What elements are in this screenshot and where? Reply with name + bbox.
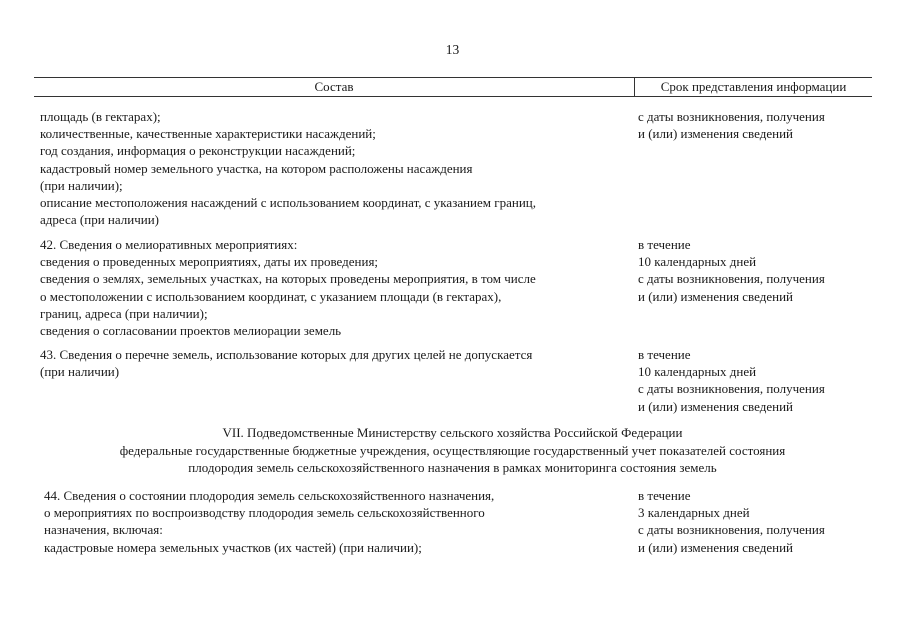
text-line: и (или) изменения сведений (638, 126, 793, 142)
row-deadline (638, 236, 888, 305)
text-line: описание местоположения насаждений с использованием координат, с указанием границ, (40, 194, 536, 210)
text-line: в течение (638, 488, 691, 503)
text-line: 44. Сведения о состоянии плодородия земель сельскохозяйственного назначения, (44, 488, 495, 503)
table-header (34, 77, 872, 97)
text-line: в течение (638, 237, 691, 252)
text-line: адреса (при наличии) (40, 212, 159, 228)
text-line: и (или) изменения сведений (638, 398, 793, 414)
text-line: сведения о согласовании проектов мелиорации земель (40, 322, 342, 338)
row-composition (40, 236, 630, 339)
row-deadline (638, 108, 888, 142)
text-line: сведения о землях, земельных участках, на которых проведены мероприятия, в том числе (40, 271, 536, 287)
text-line: кадастровые номера земельных участков (их частей) (при наличии); (44, 539, 422, 555)
text-line: 3 календарных дней (638, 505, 750, 521)
text-line: площадь (в гектарах); (40, 109, 161, 124)
text-line: сведения о проведенных мероприятиях, даты их проведения; (40, 254, 379, 270)
section-heading-line: плодородия земель сельскохозяйственного назначения в рамках мониторинга состояния земель (188, 460, 717, 475)
row-composition (44, 487, 634, 556)
text-line: о мероприятиях по воспроизводству плодородия земель сельскохозяйственного (44, 505, 485, 521)
text-line: год создания, информация о реконструкции насаждений; (40, 143, 356, 159)
text-line: кадастровый номер земельного участка, на котором расположены насаждения (40, 160, 473, 176)
row-deadline (638, 487, 888, 556)
text-line: 43. Сведения о перечне земель, использование которых для других целей не допускается (40, 347, 533, 362)
section-heading-line: VII. Подведомственные Министерству сельского хозяйства Российской Федерации (222, 425, 683, 440)
text-line: и (или) изменения сведений (638, 539, 793, 555)
text-line: 42. Сведения о мелиоративных мероприятиях: (40, 237, 298, 252)
text-line: (при наличии); (40, 177, 123, 193)
header-deadline: Срок представления информации (660, 79, 847, 94)
text-line: в течение (638, 347, 691, 362)
section-heading-line: федеральные государственные бюджетные учреждения, осуществляющие государственный учет показателей состояния (119, 442, 786, 458)
header-composition: Состав (314, 79, 354, 94)
text-line: 10 календарных дней (638, 254, 757, 270)
section-heading (0, 424, 905, 477)
page-number: 13 (445, 42, 460, 57)
text-line: с даты возникновения, получения (638, 109, 825, 124)
text-line: границ, адреса (при наличии); (40, 305, 208, 321)
text-line: и (или) изменения сведений (638, 288, 793, 304)
row-deadline (638, 346, 888, 415)
text-line: 10 календарных дней (638, 364, 757, 380)
text-line: (при наличии) (40, 364, 120, 380)
row-composition (40, 346, 630, 380)
text-line: с даты возникновения, получения (638, 522, 825, 538)
row-composition (40, 108, 630, 228)
text-line: назначения, включая: (44, 522, 163, 538)
text-line: с даты возникновения, получения (638, 381, 825, 397)
text-line: количественные, качественные характеристики насаждений; (40, 126, 376, 142)
text-line: о местоположении с использованием координат, с указанием площади (в гектарах), (40, 288, 502, 304)
text-line: с даты возникновения, получения (638, 271, 825, 287)
